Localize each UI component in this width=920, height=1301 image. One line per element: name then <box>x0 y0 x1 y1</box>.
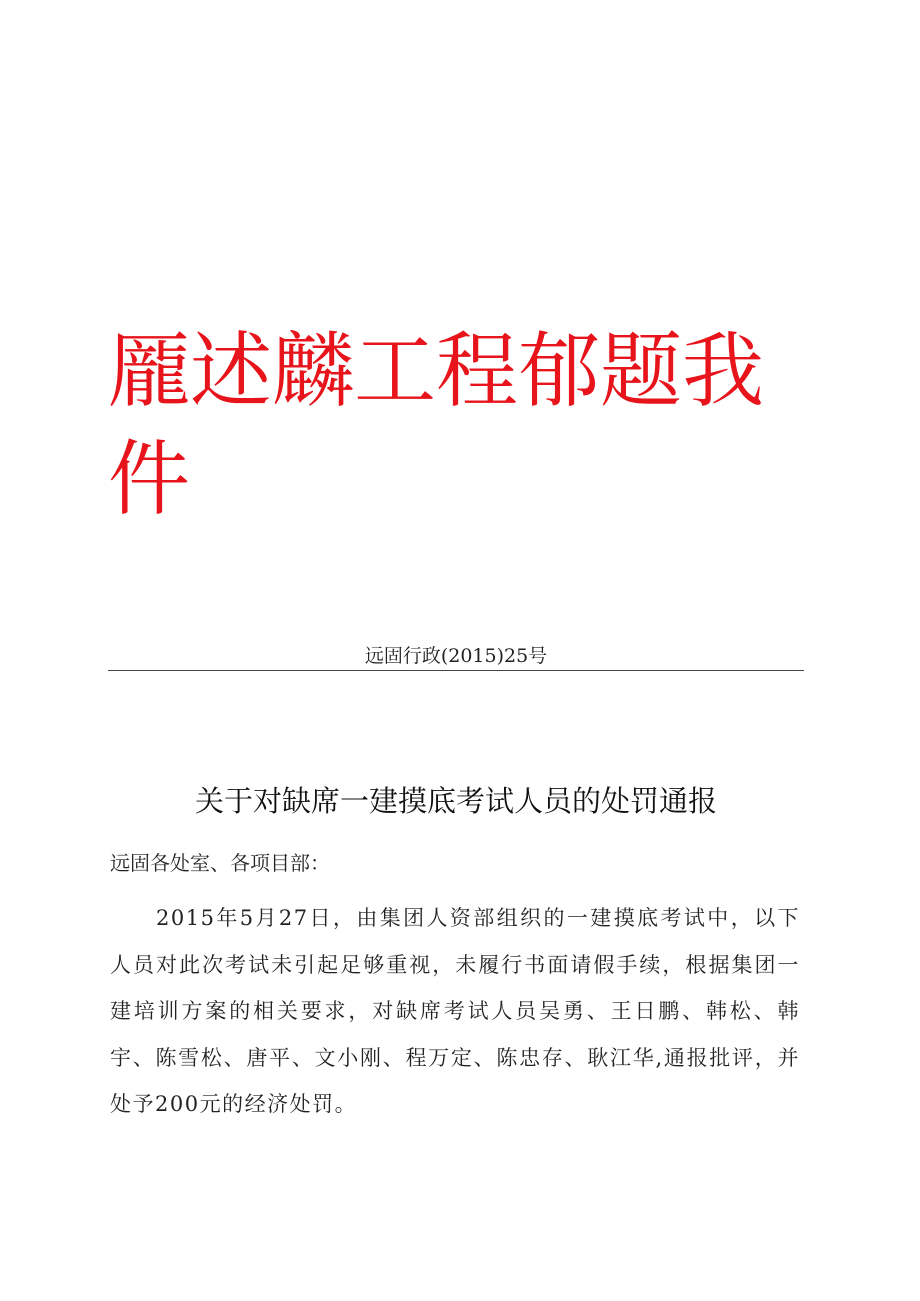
body-paragraph: 2015年5月27日，由集团人资部组织的一建摸底考试中，以下人员对此次考试未引起足够重视，未履行书面请假手续，根据集团一建培训方案的相关要求，对缺席考试人员吴勇、王日鹏、韩松、韩宇、陈雪松、唐平、文小刚、程万定、陈忠存、耿江华,通报批评，并处予200元的经济处罚。 <box>110 906 800 1116</box>
letterhead-title: 龎述麟工程郁题我件 <box>108 324 765 527</box>
notice-title: 关于对缺席一建摸底考试人员的处罚通报 <box>194 784 717 818</box>
salutation: 远固各处室、各项目部： <box>110 851 330 875</box>
document-number: 远固行政(2015)25号 <box>364 645 548 667</box>
letterhead-divider <box>108 670 804 671</box>
